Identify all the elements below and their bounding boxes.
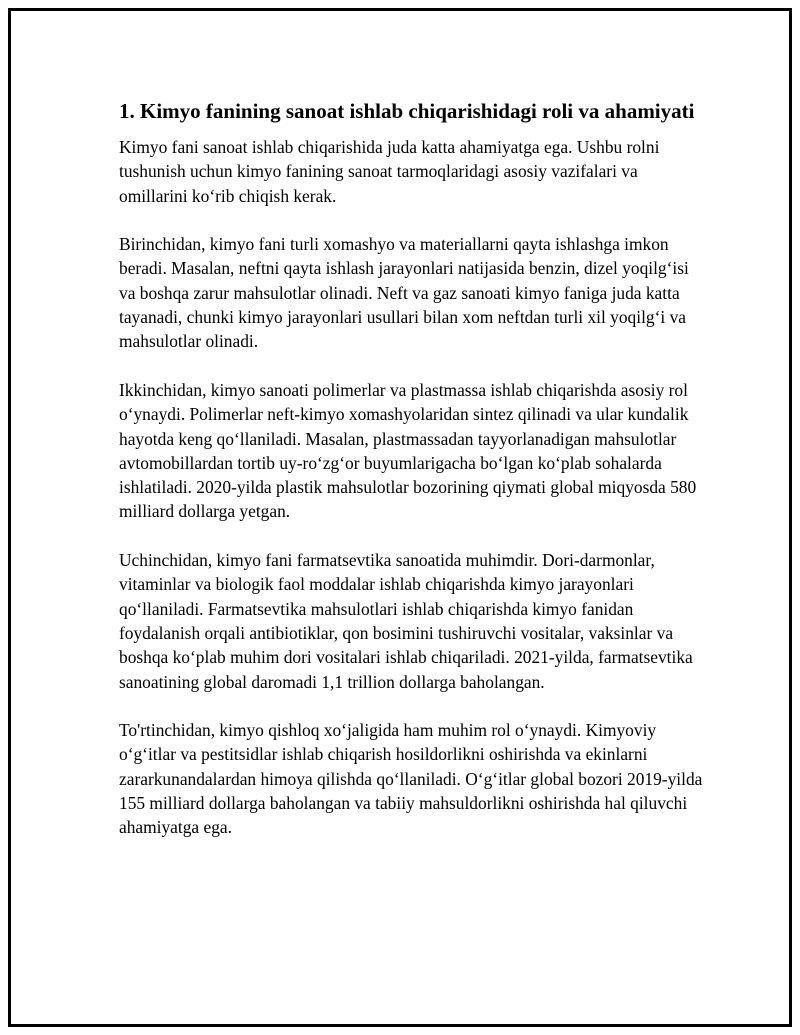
section-heading: 1. Kimyo fanining sanoat ishlab chiqarishidagi roli va ahamiyati xyxy=(119,99,695,123)
paragraph-second: Ikkinchidan, kimyo sanoati polimerlar va plastmassa ishlab chiqarishda asosiy rol o‘ynaydi. Polimerlar neft-kimyo xomashyolaridan sintez qilinadi va ular kundalik hayotda keng qo‘llaniladi. Masalan, plastmassadan tayyorlanadigan mahsulotlar avtomobillardan tortib uy-ro‘zg‘or buyumlarigacha bo‘lgan ko‘plab sohalarda ishlatiladi. 2020-yilda plastik mahsulotlar bozorining qiymati global miqyosda 580 milliard dollarga yetgan. xyxy=(119,379,697,522)
paragraph-intro: Kimyo fani sanoat ishlab chiqarishida juda katta ahamiyatga ega. Ushbu rolni tushunish uchun kimyo fanining sanoat tarmoqlaridagi asosiy vazifalari va omillarini ko‘rib chiqish kerak. xyxy=(119,137,660,206)
paragraph-fourth: To'rtinchidan, kimyo qishloq xo‘jaligida ham muhim rol o‘ynaydi. Kimyoviy o‘g‘itlar va pestitsidlar ishlab chiqarish hosildorlikni oshirishda va ekinlarni zararkunandalardan himoya qilishda qo‘llaniladi. O‘g‘itlar global bozori 2019-yilda 155 milliard dollarga baholangan va tabiiy mahsuldorlikni oshirishda hal qiluvchi ahamiyatga ega. xyxy=(119,720,703,838)
page-frame xyxy=(8,8,792,1027)
paragraph-third: Uchinchidan, kimyo fani farmatsevtika sanoatida muhimdir. Dori-darmonlar, vitaminlar va biologik faol moddalar ishlab chiqarishda kimyo jarayonlari qo‘llaniladi. Farmatsevtika mahsulotlari ishlab chiqarishda kimyo fanidan foydalanish orqali antibiotiklar, qon bosimini tushiruvchi vositalar, vaksinlar va boshqa ko‘plab muhim dori vositalari ishlab chiqariladi. 2021-yilda, farmatsevtika sanoatining global daromadi 1,1 trillion dollarga baholangan. xyxy=(119,550,693,692)
document-body xyxy=(119,97,709,864)
paragraph-first: Birinchidan, kimyo fani turli xomashyo va materiallarni qayta ishlashga imkon beradi. Masalan, neftni qayta ishlash jarayonlari natijasida benzin, dizel yoqilg‘isi va boshqa zarur mahsulotlar olinadi. Neft va gaz sanoati kimyo faniga juda katta tayanadi, chunki kimyo jarayonlari usullari bilan xom neftdan turli xil yoqilg‘i va mahsulotlar olinadi. xyxy=(119,234,689,352)
